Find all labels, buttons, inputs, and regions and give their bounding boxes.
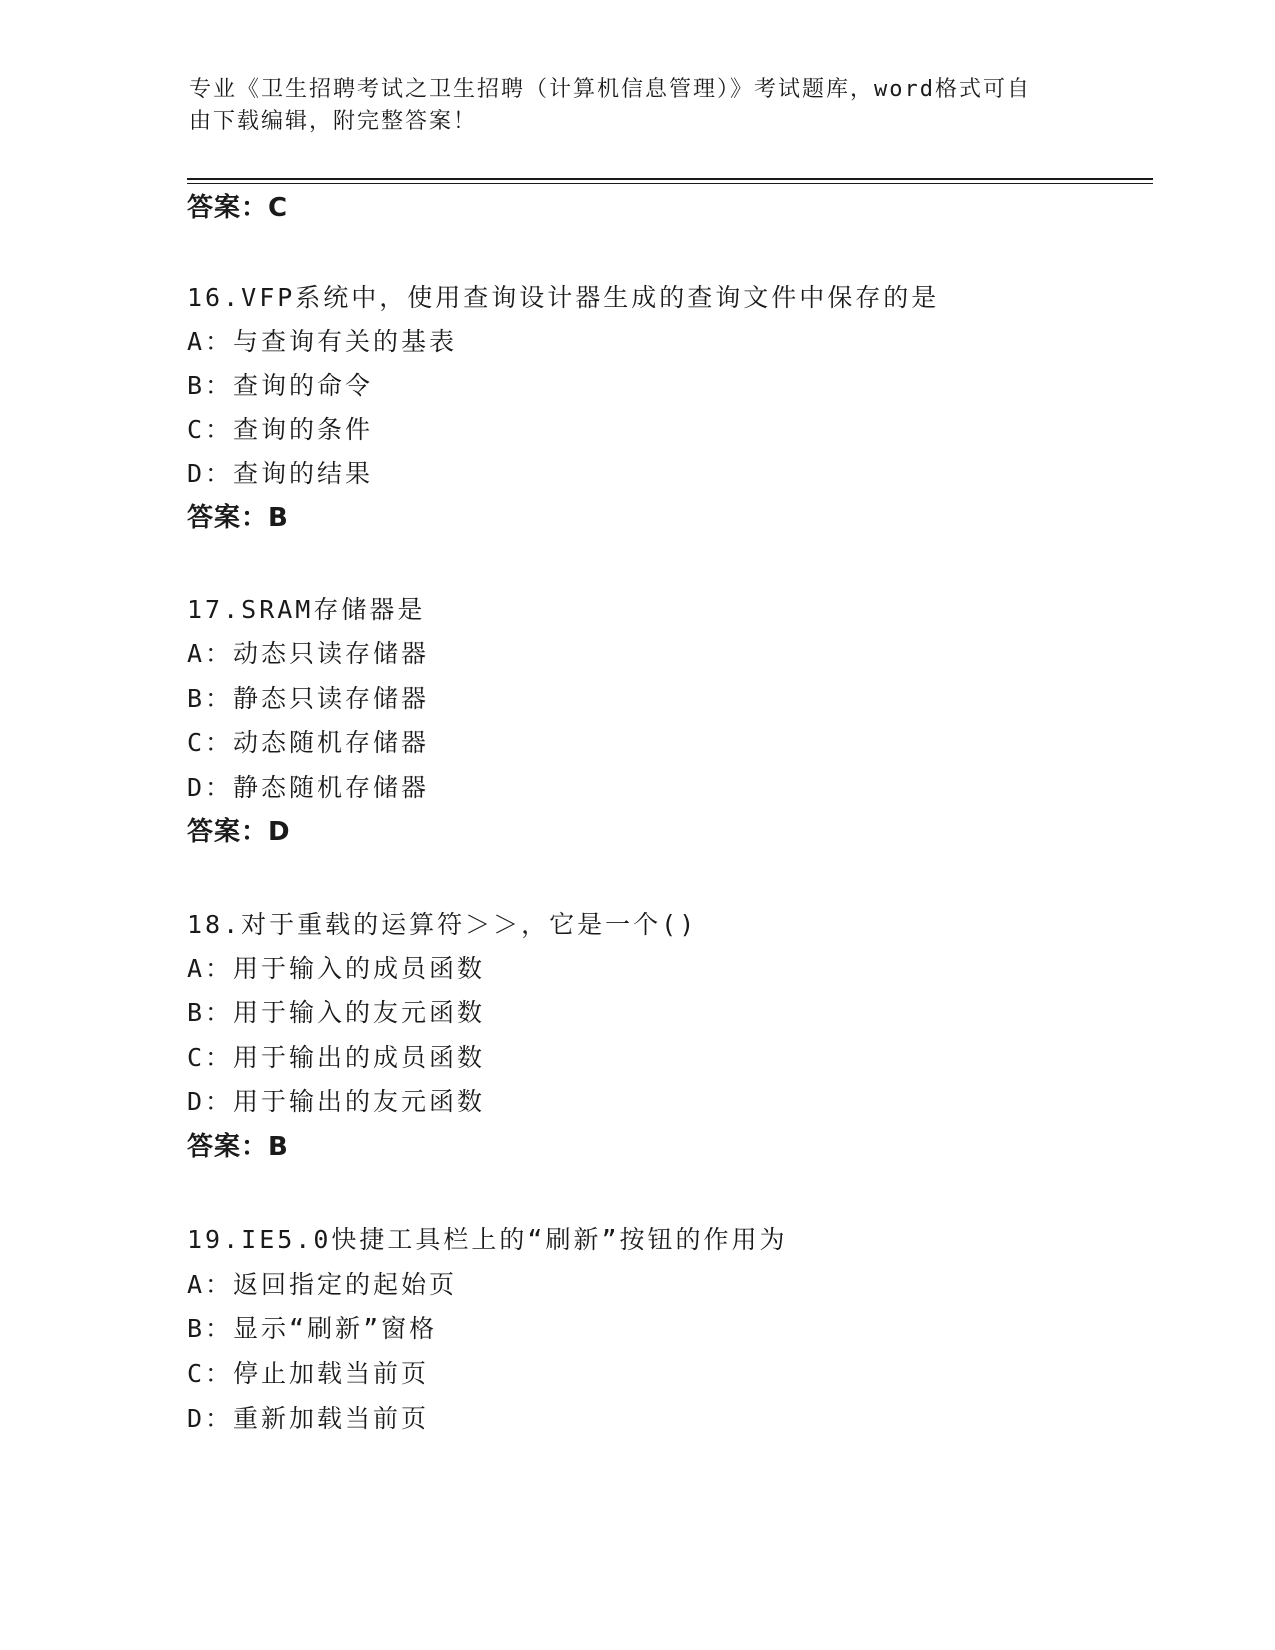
question-17-answer: 答案：D <box>187 817 291 847</box>
question-17-option-a: A：动态只读存储器 <box>187 639 430 668</box>
answer-previous: 答案：C <box>187 193 289 223</box>
page-header <box>189 74 1069 138</box>
header-rule-thick <box>187 178 1153 180</box>
question-18-option-c: C：用于输出的成员函数 <box>187 1043 486 1072</box>
question-19-option-b: B：显示“刷新”窗格 <box>187 1314 438 1343</box>
question-19-option-d: D：重新加载当前页 <box>187 1404 430 1433</box>
question-16-option-d: D：查询的结果 <box>187 459 374 488</box>
question-17-option-c: C：动态随机存储器 <box>187 728 430 757</box>
question-18-stem: 18.对于重载的运算符＞＞，它是一个() <box>187 910 698 939</box>
question-17-option-d: D：静态随机存储器 <box>187 773 430 802</box>
header-line-1: 专业《卫生招聘考试之卫生招聘（计算机信息管理）》考试题库，word格式可自 <box>189 77 1031 102</box>
question-18-option-b: B：用于输入的友元函数 <box>187 998 486 1027</box>
header-line-2: 由下载编辑，附完整答案！ <box>189 109 478 134</box>
question-16-option-b: B：查询的命令 <box>187 371 374 400</box>
question-18-answer: 答案：B <box>187 1132 289 1162</box>
question-17-option-b: B：静态只读存储器 <box>187 684 430 713</box>
question-17-stem: 17.SRAM存储器是 <box>187 595 426 624</box>
question-16-option-c: C：查询的条件 <box>187 415 374 444</box>
question-19-option-c: C：停止加载当前页 <box>187 1359 430 1388</box>
question-16-stem: 16.VFP系统中，使用查询设计器生成的查询文件中保存的是 <box>187 283 940 312</box>
question-16-answer: 答案：B <box>187 503 289 533</box>
header-rule-thin <box>187 183 1153 184</box>
question-18-option-d: D：用于输出的友元函数 <box>187 1087 486 1116</box>
question-19-option-a: A：返回指定的起始页 <box>187 1270 458 1299</box>
question-18-option-a: A：用于输入的成员函数 <box>187 954 486 983</box>
question-16-option-a: A：与查询有关的基表 <box>187 327 458 356</box>
question-19-stem: 19.IE5.0快捷工具栏上的“刷新”按钮的作用为 <box>187 1225 788 1254</box>
